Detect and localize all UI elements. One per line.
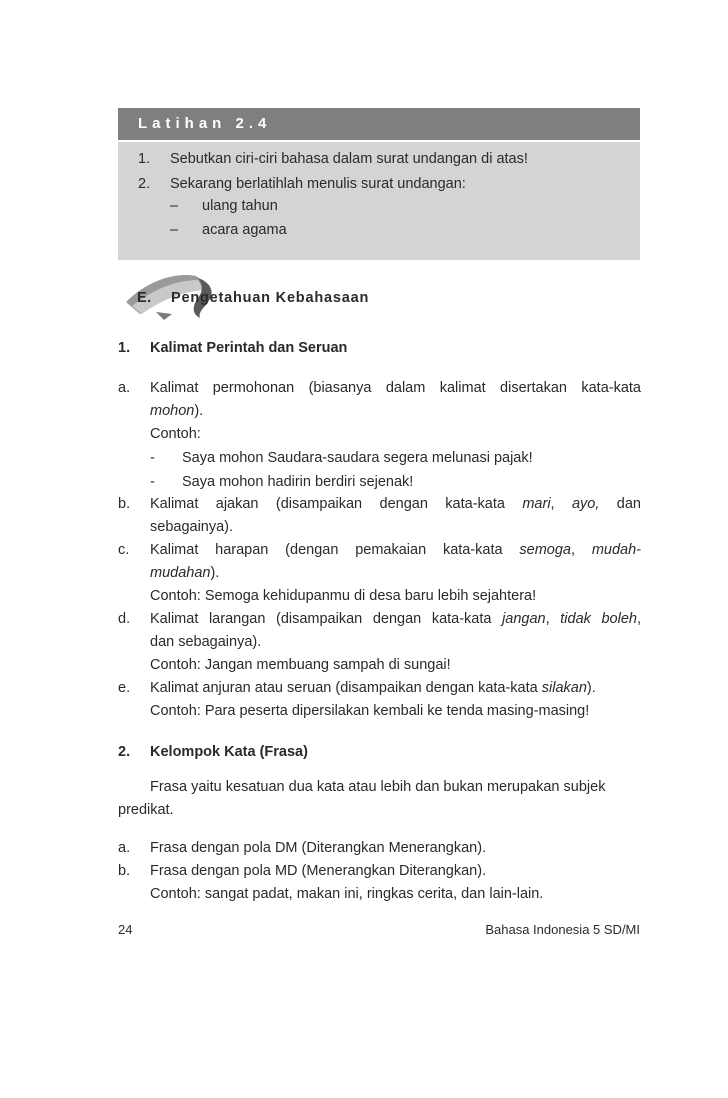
example-dash: - (150, 450, 155, 466)
subheading-number: 1. (118, 340, 131, 356)
section-title: Pengetahuan Kebahasaan (171, 290, 370, 306)
item-text: Kalimat ajakan (disampaikan dengan kata-kata mari, ayo, dan (150, 496, 641, 512)
exercise-item-text: Sebutkan ciri-ciri bahasa dalam surat undangan di atas! (170, 151, 528, 167)
exercise-item-number: 2. (138, 176, 151, 192)
subheading-number: 2. (118, 744, 131, 760)
item-text: Kalimat permohonan (biasanya dalam kalimat disertakan kata-kata (150, 380, 641, 396)
item-label: e. (118, 680, 131, 696)
exercise-subitem-dash: – (170, 222, 179, 238)
item-text-continued: mohon). (150, 403, 204, 419)
subheading-title: Kelompok Kata (Frasa) (150, 744, 308, 760)
exercise-item-text: Sekarang berlatihlah menulis surat undangan: (170, 176, 466, 192)
paragraph-text-continued: predikat. (118, 802, 174, 818)
item-label: c. (118, 542, 130, 558)
item-text-continued: sebagainya). (150, 519, 234, 535)
item-label: a. (118, 380, 131, 396)
example-text: Contoh: Semoga kehidupanmu di desa baru lebih sejahtera! (150, 588, 537, 604)
example-dash: - (150, 474, 155, 490)
item-text: Frasa dengan pola MD (Menerangkan Diterangkan). (150, 863, 487, 879)
example-label: Contoh: (150, 426, 201, 442)
example-text: Contoh: Jangan membuang sampah di sungai! (150, 657, 451, 673)
example-text: Contoh: Para peserta dipersilakan kembali ke tenda masing-masing! (150, 703, 590, 719)
item-label: b. (118, 496, 131, 512)
page-number: 24 (118, 922, 133, 937)
exercise-subitem-text: ulang tahun (202, 198, 278, 214)
item-label: d. (118, 611, 131, 627)
item-text: Kalimat anjuran atau seruan (disampaikan dengan kata-kata silakan). (150, 680, 596, 696)
exercise-subitem-text: acara agama (202, 222, 287, 238)
example-text: Saya mohon hadirin berdiri sejenak! (182, 474, 414, 490)
item-label: a. (118, 840, 131, 856)
item-text: Kalimat harapan (dengan pemakaian kata-kata semoga, mudah- (150, 542, 642, 558)
item-text: Frasa dengan pola DM (Diterangkan Menerangkan). (150, 840, 487, 856)
section-letter: E. (137, 290, 152, 306)
paragraph-text: Frasa yaitu kesatuan dua kata atau lebih dan bukan merupakan subjek (150, 779, 606, 795)
example-text: Contoh: sangat padat, makan ini, ringkas cerita, dan lain-lain. (150, 886, 544, 902)
subheading-title: Kalimat Perintah dan Seruan (150, 340, 348, 356)
exercise-item-number: 1. (138, 151, 151, 167)
example-text: Saya mohon Saudara-saudara segera melunasi pajak! (182, 450, 533, 466)
item-text: Kalimat larangan (disampaikan dengan kata-kata jangan, tidak boleh, (150, 611, 641, 627)
exercise-subitem-dash: – (170, 198, 179, 214)
exercise-title: Latihan 2.4 (118, 108, 640, 140)
item-label: b. (118, 863, 131, 879)
item-text-continued: mudahan). (150, 565, 220, 581)
item-text-continued: dan sebagainya). (150, 634, 262, 650)
book-title: Bahasa Indonesia 5 SD/MI (485, 922, 640, 937)
